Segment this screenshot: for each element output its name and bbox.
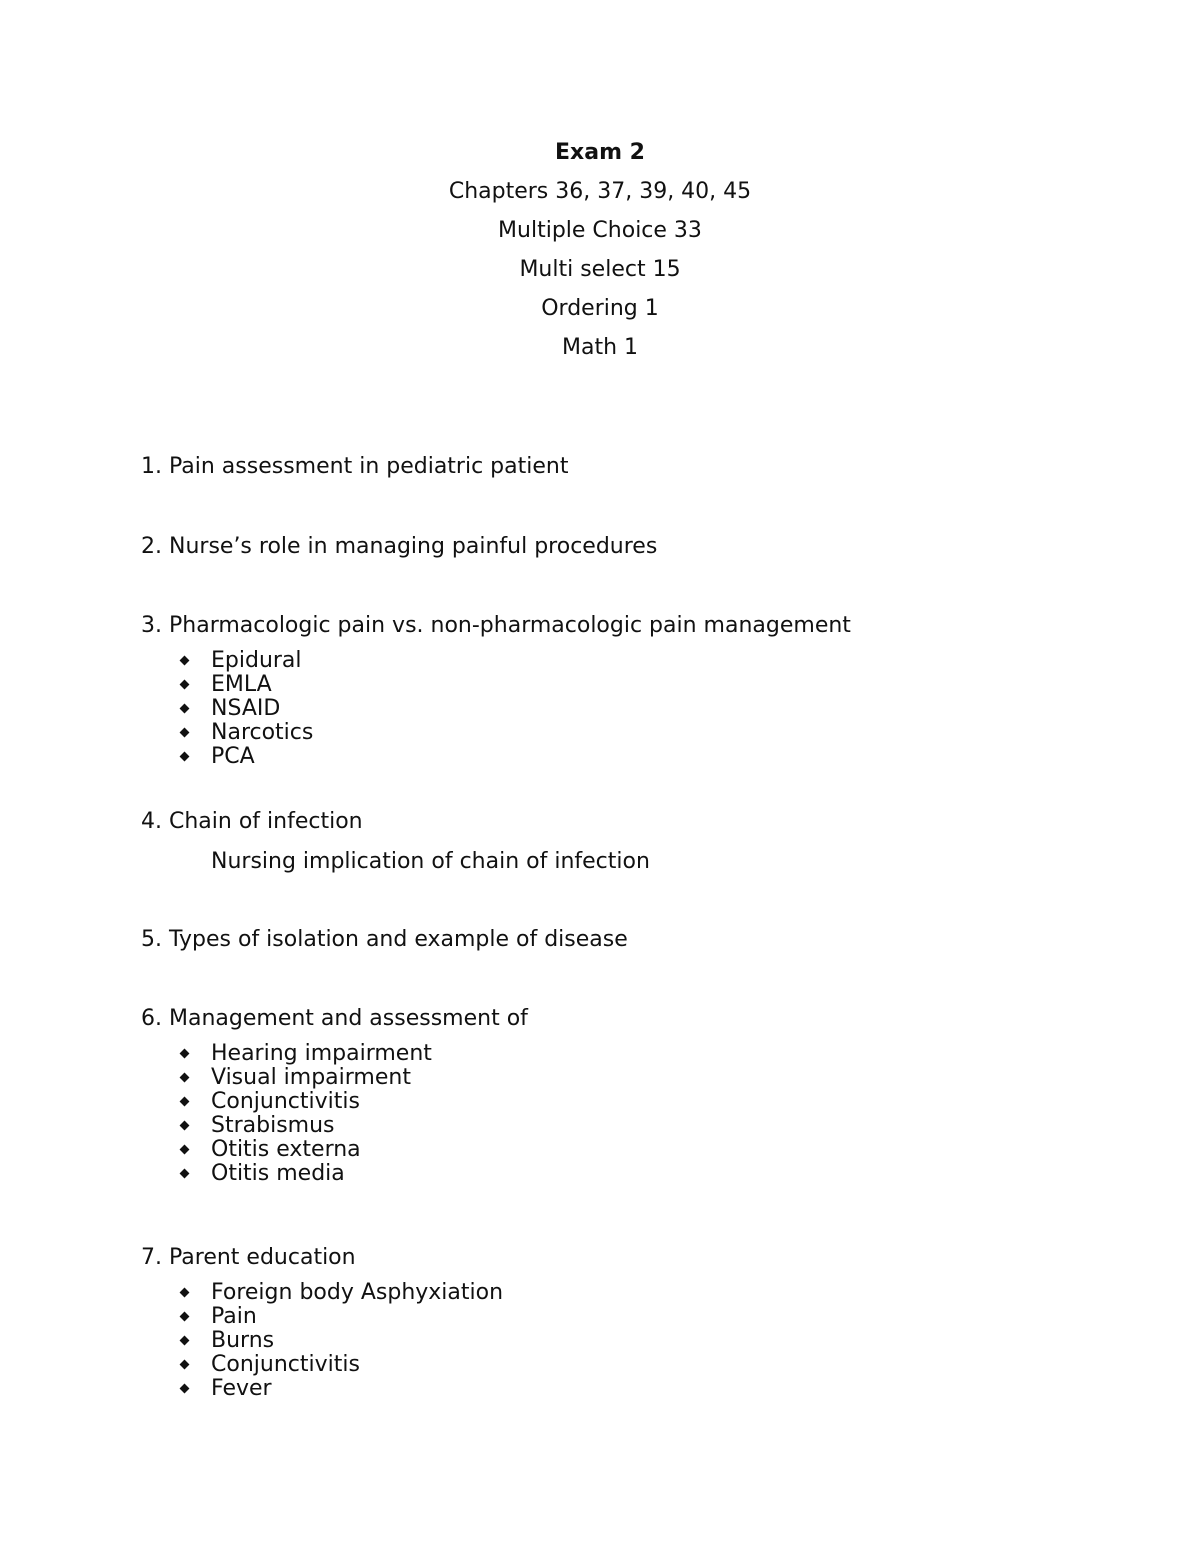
topic-number: 3. bbox=[141, 613, 162, 638]
diamond-bullet-icon bbox=[180, 1360, 190, 1370]
topic-text: Chain of infection bbox=[169, 809, 363, 834]
diamond-bullet-icon bbox=[180, 656, 190, 666]
diamond-bullet-icon bbox=[180, 752, 190, 762]
diamond-bullet-icon bbox=[180, 1121, 190, 1131]
topic-item bbox=[141, 532, 1141, 562]
topic-item bbox=[141, 452, 1141, 482]
list-item: Narcotics bbox=[141, 721, 1141, 745]
list-item: Visual impairment bbox=[141, 1066, 1141, 1090]
diamond-bullet-icon bbox=[180, 704, 190, 714]
topic-text: Parent education bbox=[169, 1245, 356, 1270]
list-item: Fever bbox=[141, 1377, 1141, 1401]
exam-title: Exam 2 bbox=[555, 140, 645, 165]
chapters-line: Chapters 36, 37, 39, 40, 45 bbox=[448, 179, 752, 204]
diamond-bullet-icon bbox=[180, 728, 190, 738]
sub-topic: Nursing implication of chain of infection bbox=[211, 849, 650, 874]
multi-select-line: Multi select 15 bbox=[519, 257, 681, 282]
topic-text: Types of isolation and example of disease bbox=[169, 927, 628, 952]
topic-number: 4. bbox=[141, 809, 162, 834]
math-line: Math 1 bbox=[561, 335, 639, 360]
topic-text: Management and assessment of bbox=[169, 1006, 528, 1031]
list-item: EMLA bbox=[141, 673, 1141, 697]
topic-item bbox=[141, 1243, 1141, 1401]
topic-item bbox=[141, 807, 1141, 877]
diamond-bullet-icon bbox=[180, 1049, 190, 1059]
diamond-bullet-icon bbox=[180, 1384, 190, 1394]
list-item: Strabismus bbox=[141, 1114, 1141, 1138]
topic-number: 6. bbox=[141, 1006, 162, 1031]
diamond-bullet-icon bbox=[180, 1145, 190, 1155]
list-item: Burns bbox=[141, 1329, 1141, 1353]
list-item: PCA bbox=[141, 745, 1141, 769]
list-item: Otitis externa bbox=[141, 1138, 1141, 1162]
exam-header bbox=[0, 138, 1200, 372]
list-item: Foreign body Asphyxiation bbox=[141, 1281, 1141, 1305]
list-item: Hearing impairment bbox=[141, 1042, 1141, 1066]
list-item: Conjunctivitis bbox=[141, 1353, 1141, 1377]
topic-item bbox=[141, 611, 1141, 769]
list-item: Conjunctivitis bbox=[141, 1090, 1141, 1114]
multiple-choice-line: Multiple Choice 33 bbox=[498, 218, 702, 243]
topic-number: 7. bbox=[141, 1245, 162, 1270]
diamond-bullet-icon bbox=[180, 1097, 190, 1107]
diamond-bullet-icon bbox=[180, 1336, 190, 1346]
topic-number: 5. bbox=[141, 927, 162, 952]
ordering-line: Ordering 1 bbox=[541, 296, 659, 321]
topic-list bbox=[141, 452, 1141, 1401]
topic-text: Pharmacologic pain vs. non-pharmacologic pain management bbox=[169, 613, 851, 638]
bullet-list bbox=[141, 1042, 1141, 1186]
diamond-bullet-icon bbox=[180, 1073, 190, 1083]
topic-text: Nurse’s role in managing painful procedures bbox=[169, 534, 658, 559]
bullet-list bbox=[141, 649, 1141, 769]
topic-number: 1. bbox=[141, 454, 162, 479]
topic-text: Pain assessment in pediatric patient bbox=[169, 454, 569, 479]
list-item: NSAID bbox=[141, 697, 1141, 721]
diamond-bullet-icon bbox=[180, 680, 190, 690]
topic-number: 2. bbox=[141, 534, 162, 559]
diamond-bullet-icon bbox=[180, 1312, 190, 1322]
diamond-bullet-icon bbox=[180, 1288, 190, 1298]
diamond-bullet-icon bbox=[180, 1169, 190, 1179]
bullet-list bbox=[141, 1281, 1141, 1401]
list-item: Epidural bbox=[141, 649, 1141, 673]
topic-item bbox=[141, 1004, 1141, 1186]
list-item: Pain bbox=[141, 1305, 1141, 1329]
list-item: Otitis media bbox=[141, 1162, 1141, 1186]
topic-item bbox=[141, 925, 1141, 955]
